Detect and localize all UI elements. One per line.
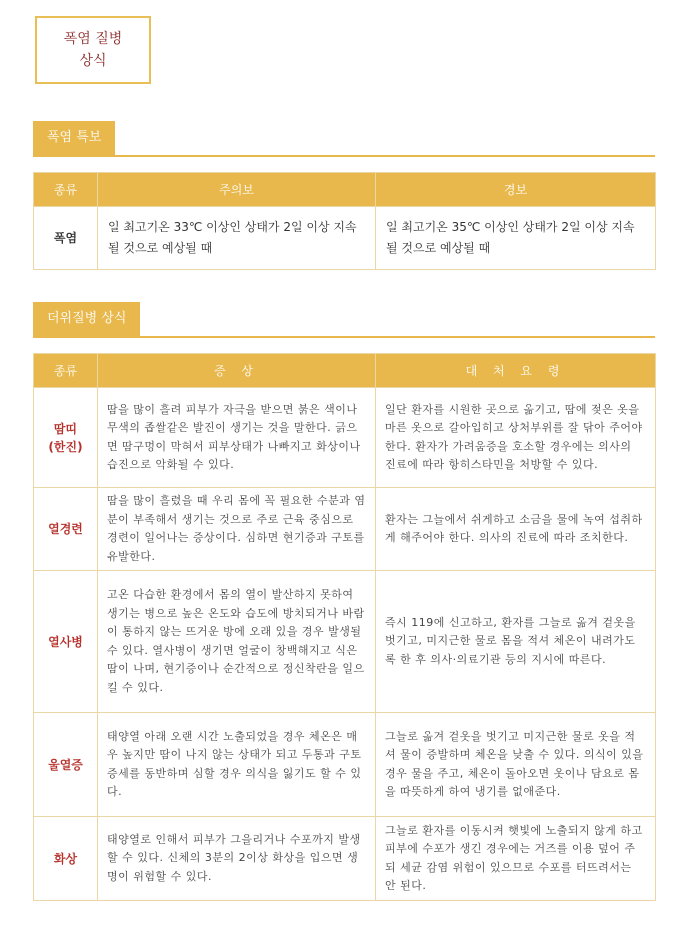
- row-kind: [34, 388, 98, 488]
- section-divider: [33, 336, 655, 338]
- row-kind: 폭염: [34, 207, 98, 270]
- response-text: 그늘로 옮겨 겉옷을 벗기고 미지근한 물로 옷을 적셔 물이 증발하며 체온을 낮출 수 있다. 의식이 있을 경우 물을 주고, 체온이 돌아오면 옷이나 담요로 몸을 따뜻하게 하여 냉기를 없애준다.: [376, 713, 656, 817]
- row-kind: 열경련: [34, 488, 98, 571]
- symptom-text: 고온 다습한 환경에서 몸의 열이 발산하지 못하여 생기는 병으로 높은 온도와 습도에 방치되거나 바람이 통하지 않는 뜨거운 방에 오래 있을 경우 발생될 수 있다. 열사병이 생기면 얼굴이 창백해지고 식은 땀이 나며, 현기증이나 순간적으로 정신착란을 일으킬 수 있다.: [98, 571, 376, 713]
- column-header-response: 대 처 요 령: [376, 354, 656, 388]
- column-header-symptom: 증 상: [98, 354, 376, 388]
- column-header-warning: 경보: [376, 173, 656, 207]
- table-row: [34, 388, 656, 488]
- title-line-2: 상식: [79, 53, 107, 69]
- table-row: [34, 488, 656, 571]
- symptom-text: 태양열로 인해서 피부가 그을리거나 수포까지 발생할 수 있다. 신체의 3분의 2이상 화상을 입으면 생명이 위험할 수 있다.: [98, 817, 376, 901]
- advisory-criteria: 일 최고기온 33℃ 이상인 상태가 2일 이상 지속될 것으로 예상될 때: [98, 207, 376, 270]
- table-header-row: [34, 173, 656, 207]
- symptom-text: 땀을 많이 흘렸을 때 우리 몸에 꼭 필요한 수분과 염분이 부족해서 생기는 것으로 주로 근육 중심으로 경련이 일어나는 증상이다. 심하면 현기증과 구토를 유발한다.: [98, 488, 376, 571]
- response-text: 즉시 119에 신고하고, 환자를 그늘로 옮겨 겉옷을 벗기고, 미지근한 물로 몸을 적셔 체온이 내려가도록 한 후 의사·의료기관 등의 지시에 따른다.: [376, 571, 656, 713]
- section-heatwave-alert-title: 폭염 특보: [33, 121, 115, 155]
- response-text: 그늘로 환자를 이동시켜 햇빛에 노출되지 않게 하고 피부에 수포가 생긴 경우에는 거즈를 이용 덮어 주되 세균 감염 위험이 있으므로 수포를 터뜨려서는 안 된다.: [376, 817, 656, 901]
- column-header-kind: 종류: [34, 354, 98, 388]
- table-row: [34, 713, 656, 817]
- row-kind: 열사병: [34, 571, 98, 713]
- table-row: [34, 207, 656, 270]
- title-line-1: 폭염 질병: [63, 31, 123, 47]
- table-header-row: [34, 354, 656, 388]
- row-kind-alias: (한진): [48, 439, 83, 454]
- section-heatwave-alert-header: [33, 121, 655, 157]
- symptom-text: 태양열 아래 오랜 시간 노출되었을 경우 체온은 매우 높지만 땀이 나지 않는 상태가 되고 두통과 구토증세를 동반하며 심할 경우 의식을 잃기도 할 수 있다.: [98, 713, 376, 817]
- column-header-advisory: 주의보: [98, 173, 376, 207]
- row-kind-name: 땀띠: [53, 421, 78, 436]
- warning-criteria: 일 최고기온 35℃ 이상인 상태가 2일 이상 지속될 것으로 예상될 때: [376, 207, 656, 270]
- symptom-text: 땀을 많이 흘려 피부가 자극을 받으면 붉은 색이나 무색의 좁쌀같은 발진이 생기는 것을 말한다. 긁으면 땀구멍이 막혀서 피부상태가 나빠지고 화상이나 습진으로 악화될 수 있다.: [98, 388, 376, 488]
- section-heat-illness-header: [33, 302, 655, 338]
- response-text: 일단 환자를 시원한 곳으로 옮기고, 땀에 젖은 옷을 마른 옷으로 갈아입히고 상처부위를 잘 닦아 주어야 한다. 환자가 가려움증을 호소할 경우에는 의사의 진료에 따라 항히스타민을 처방할 수 있다.: [376, 388, 656, 488]
- section-heat-illness-title: 더위질병 상식: [33, 302, 140, 336]
- heat-illness-table: [33, 353, 656, 901]
- response-text: 환자는 그늘에서 쉬게하고 소금을 물에 녹여 섭취하게 해주어야 한다. 의사의 진료에 따라 조치한다.: [376, 488, 656, 571]
- table-row: [34, 817, 656, 901]
- row-kind: 화상: [34, 817, 98, 901]
- column-header-kind: 종류: [34, 173, 98, 207]
- heatwave-alert-table: [33, 172, 656, 270]
- title-box: [35, 16, 151, 84]
- row-kind: 울열증: [34, 713, 98, 817]
- table-row: [34, 571, 656, 713]
- section-divider: [33, 155, 655, 157]
